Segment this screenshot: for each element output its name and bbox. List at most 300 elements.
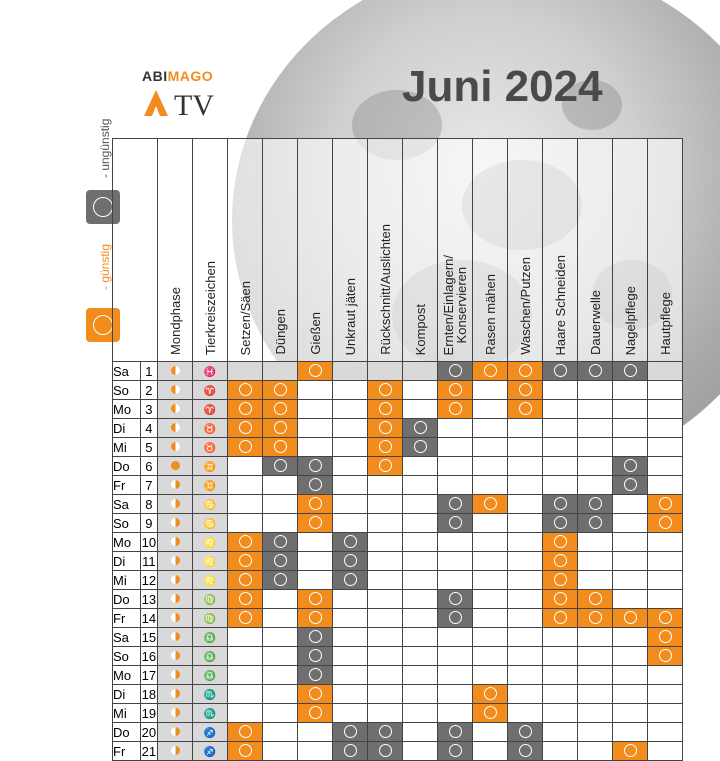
- empty-cell: [403, 533, 438, 552]
- empty-cell: [333, 628, 368, 647]
- empty-cell: [403, 628, 438, 647]
- favorable-cell: [368, 438, 403, 457]
- smiley-icon: [519, 383, 532, 396]
- smiley-icon: [554, 573, 567, 586]
- empty-cell: [578, 476, 613, 495]
- moon-phase-icon: [171, 461, 180, 470]
- unfavorable-cell: [263, 571, 298, 590]
- empty-cell: [333, 609, 368, 628]
- empty-cell: [543, 419, 578, 438]
- empty-cell: [543, 647, 578, 666]
- empty-cell: [368, 609, 403, 628]
- moon-phase-icon: [171, 594, 180, 603]
- day-number: 15: [141, 629, 157, 645]
- frown-icon: [309, 668, 322, 681]
- moon-phase-icon: [171, 518, 180, 527]
- frown-icon: [344, 554, 357, 567]
- column-header-label: Waschen/Putzen: [517, 257, 533, 355]
- empty-cell: [543, 723, 578, 742]
- smiley-icon: [449, 383, 462, 396]
- empty-cell: [578, 400, 613, 419]
- unfavorable-cell: [438, 742, 473, 761]
- day-number: 11: [142, 553, 156, 569]
- weekday: Mo: [113, 533, 141, 552]
- empty-cell: [648, 476, 683, 495]
- empty-cell: [648, 400, 683, 419]
- empty-cell: [473, 723, 508, 742]
- day-number: 5: [140, 438, 157, 457]
- frown-icon: [414, 421, 427, 434]
- moon-phase-cell: [158, 457, 193, 476]
- empty-cell: [298, 742, 333, 761]
- favorable-cell: [298, 609, 333, 628]
- frown-icon: [274, 535, 287, 548]
- empty-cell: [508, 666, 543, 685]
- zodiac-sign-icon: ♐: [203, 747, 217, 758]
- column-header: [263, 139, 298, 362]
- favorable-cell: [298, 685, 333, 704]
- header-row: [113, 139, 683, 362]
- unfavorable-cell: [508, 723, 543, 742]
- moon-phase-cell: [158, 647, 193, 666]
- column-header: [158, 139, 193, 362]
- zodiac-cell: [193, 400, 228, 419]
- column-header: [193, 139, 228, 362]
- smiley-icon: [589, 592, 602, 605]
- zodiac-cell: [193, 742, 228, 761]
- empty-cell: [473, 457, 508, 476]
- empty-cell: [543, 457, 578, 476]
- unfavorable-cell: [578, 495, 613, 514]
- favorable-cell: [613, 742, 648, 761]
- empty-cell: [508, 685, 543, 704]
- zodiac-sign-icon: ♌: [203, 557, 217, 568]
- empty-cell: [648, 552, 683, 571]
- day-number: 21: [141, 743, 157, 759]
- table-row: [113, 381, 683, 400]
- empty-cell: [368, 571, 403, 590]
- moon-phase-icon: [171, 537, 180, 546]
- empty-cell: [228, 457, 263, 476]
- empty-cell: [578, 742, 613, 761]
- zodiac-sign-icon: ♎: [203, 633, 217, 644]
- frown-icon: [379, 725, 392, 738]
- empty-cell: [228, 647, 263, 666]
- smiley-icon: [659, 516, 672, 529]
- favorable-cell: [368, 381, 403, 400]
- favorable-cell: [508, 400, 543, 419]
- empty-cell: [508, 514, 543, 533]
- frown-icon: [274, 573, 287, 586]
- favorable-cell: [263, 381, 298, 400]
- favorable-cell: [263, 438, 298, 457]
- empty-cell: [613, 571, 648, 590]
- favorable-cell: [648, 609, 683, 628]
- empty-cell: [298, 419, 333, 438]
- empty-cell: [333, 666, 368, 685]
- empty-cell: [438, 419, 473, 438]
- empty-cell: [508, 476, 543, 495]
- unfavorable-cell: [298, 666, 333, 685]
- empty-cell: [298, 400, 333, 419]
- legend-bad-label: - ungünstig: [98, 118, 112, 178]
- empty-cell: [613, 381, 648, 400]
- empty-cell: [613, 514, 648, 533]
- frown-icon: [449, 516, 462, 529]
- empty-cell: [648, 419, 683, 438]
- empty-cell: [298, 533, 333, 552]
- empty-cell: [368, 647, 403, 666]
- moon-phase-icon: [171, 727, 180, 736]
- favorable-cell: [648, 514, 683, 533]
- favorable-cell: [613, 609, 648, 628]
- column-header-label: Rasen mähen: [482, 274, 498, 355]
- zodiac-sign-icon: ♌: [203, 538, 217, 549]
- empty-cell: [263, 362, 298, 381]
- weekday: Di: [113, 685, 141, 704]
- empty-cell: [333, 590, 368, 609]
- moon-phase-icon: [171, 651, 180, 660]
- favorable-cell: [263, 419, 298, 438]
- moon-phase-cell: [158, 438, 193, 457]
- empty-cell: [543, 666, 578, 685]
- weekday: Sa: [113, 628, 141, 647]
- zodiac-cell: [193, 495, 228, 514]
- empty-cell: [473, 533, 508, 552]
- column-header: [508, 139, 543, 362]
- smiley-icon: [239, 592, 252, 605]
- weekday: So: [113, 381, 141, 400]
- column-header: [368, 139, 403, 362]
- empty-cell: [298, 381, 333, 400]
- frown-icon: [449, 497, 462, 510]
- empty-cell: [403, 457, 438, 476]
- zodiac-sign-icon: ♈: [203, 386, 217, 397]
- empty-cell: [298, 571, 333, 590]
- favorable-cell: [228, 742, 263, 761]
- smiley-icon: [484, 364, 497, 377]
- unfavorable-cell: [298, 628, 333, 647]
- weekday: Do: [113, 723, 141, 742]
- empty-cell: [333, 647, 368, 666]
- empty-cell: [263, 666, 298, 685]
- frown-icon: [624, 478, 637, 491]
- favorable-cell: [543, 590, 578, 609]
- empty-cell: [613, 723, 648, 742]
- empty-cell: [263, 742, 298, 761]
- smiley-icon: [519, 364, 532, 377]
- empty-cell: [403, 362, 438, 381]
- zodiac-cell: [193, 628, 228, 647]
- smiley-icon: [659, 611, 672, 624]
- empty-cell: [228, 514, 263, 533]
- favorable-cell: [648, 495, 683, 514]
- empty-cell: [333, 438, 368, 457]
- table-row: [113, 609, 683, 628]
- unfavorable-cell: [438, 609, 473, 628]
- frown-icon: [449, 592, 462, 605]
- empty-cell: [578, 647, 613, 666]
- frown-icon: [344, 744, 357, 757]
- favorable-cell: [473, 495, 508, 514]
- smiley-icon: [309, 706, 322, 719]
- favorable-cell: [543, 533, 578, 552]
- unfavorable-cell: [438, 495, 473, 514]
- empty-cell: [438, 476, 473, 495]
- smiley-icon: [484, 497, 497, 510]
- empty-cell: [438, 438, 473, 457]
- weekday: Di: [113, 419, 141, 438]
- smiley-icon: [449, 402, 462, 415]
- empty-cell: [508, 571, 543, 590]
- favorable-cell: [298, 362, 333, 381]
- smiley-icon: [554, 611, 567, 624]
- smiley-icon: [554, 554, 567, 567]
- zodiac-cell: [193, 685, 228, 704]
- smiley-icon: [309, 592, 322, 605]
- empty-cell: [473, 419, 508, 438]
- zodiac-sign-icon: ♊: [203, 481, 217, 492]
- column-header-label: Mondphase: [167, 287, 183, 355]
- zodiac-sign-icon: ♎: [203, 652, 217, 663]
- moon-phase-cell: [158, 685, 193, 704]
- empty-cell: [613, 590, 648, 609]
- column-header-label: Gießen: [307, 312, 323, 355]
- moon-phase-icon: [171, 746, 180, 755]
- unfavorable-cell: [578, 362, 613, 381]
- empty-cell: [508, 457, 543, 476]
- empty-cell: [543, 476, 578, 495]
- smiley-icon: [239, 725, 252, 738]
- legend-good-label: - günstig: [98, 243, 112, 290]
- table-row: [113, 723, 683, 742]
- favorable-cell: [368, 400, 403, 419]
- empty-cell: [508, 628, 543, 647]
- moon-phase-cell: [158, 381, 193, 400]
- frown-icon: [519, 725, 532, 738]
- empty-cell: [263, 609, 298, 628]
- empty-cell: [543, 742, 578, 761]
- zodiac-cell: [193, 590, 228, 609]
- favorable-cell: [648, 647, 683, 666]
- unfavorable-cell: [333, 571, 368, 590]
- smiley-icon: [484, 706, 497, 719]
- unfavorable-cell: [613, 476, 648, 495]
- favorable-cell: [438, 381, 473, 400]
- empty-cell: [473, 609, 508, 628]
- empty-cell: [368, 533, 403, 552]
- smiley-icon: [239, 611, 252, 624]
- empty-cell: [473, 647, 508, 666]
- zodiac-sign-icon: ♌: [203, 576, 217, 587]
- empty-cell: [613, 495, 648, 514]
- empty-cell: [298, 438, 333, 457]
- moon-phase-cell: [158, 628, 193, 647]
- empty-cell: [368, 685, 403, 704]
- unfavorable-cell: [438, 362, 473, 381]
- frown-icon: [449, 611, 462, 624]
- empty-cell: [508, 438, 543, 457]
- table-row: [113, 495, 683, 514]
- frown-icon: [309, 478, 322, 491]
- empty-cell: [508, 590, 543, 609]
- unfavorable-cell: [298, 457, 333, 476]
- unfavorable-cell: [543, 514, 578, 533]
- smiley-icon: [239, 554, 252, 567]
- weekday: Mi: [113, 571, 141, 590]
- moon-phase-icon: [171, 632, 180, 641]
- frown-icon: [589, 497, 602, 510]
- empty-cell: [333, 381, 368, 400]
- empty-cell: [403, 495, 438, 514]
- zodiac-sign-icon: ♋: [203, 500, 217, 511]
- smiley-icon: [309, 497, 322, 510]
- unfavorable-cell: [263, 457, 298, 476]
- empty-cell: [613, 419, 648, 438]
- unfavorable-cell: [333, 533, 368, 552]
- empty-cell: [613, 647, 648, 666]
- empty-cell: [543, 685, 578, 704]
- frown-icon: [344, 725, 357, 738]
- zodiac-cell: [193, 381, 228, 400]
- frown-icon: [344, 535, 357, 548]
- empty-cell: [473, 571, 508, 590]
- day-number: 14: [141, 610, 157, 626]
- moon-phase-icon: [171, 556, 180, 565]
- table-row: [113, 666, 683, 685]
- empty-cell: [508, 495, 543, 514]
- column-header-label: Kompost: [412, 303, 428, 355]
- empty-cell: [263, 495, 298, 514]
- smiley-icon: [379, 402, 392, 415]
- column-header-label: Unkraut jäten: [342, 277, 358, 355]
- empty-cell: [543, 381, 578, 400]
- empty-cell: [578, 685, 613, 704]
- empty-cell: [403, 685, 438, 704]
- unfavorable-cell: [333, 723, 368, 742]
- favorable-cell: [543, 571, 578, 590]
- column-header-label: Haare Schneiden: [552, 254, 568, 355]
- column-header: [403, 139, 438, 362]
- moon-phase-icon: [171, 385, 180, 394]
- favorable-cell: [228, 419, 263, 438]
- frown-icon: [344, 573, 357, 586]
- unfavorable-cell: [613, 362, 648, 381]
- column-header: [613, 139, 648, 362]
- empty-cell: [403, 381, 438, 400]
- empty-cell: [333, 685, 368, 704]
- frown-icon: [449, 364, 462, 377]
- weekday: Di: [113, 552, 141, 571]
- zodiac-cell: [193, 514, 228, 533]
- unfavorable-cell: [543, 495, 578, 514]
- favorable-cell: [543, 552, 578, 571]
- zodiac-cell: [193, 666, 228, 685]
- unfavorable-cell: [543, 362, 578, 381]
- smiley-icon: [239, 573, 252, 586]
- column-header: [228, 139, 263, 362]
- smiley-icon: [274, 383, 287, 396]
- empty-cell: [648, 590, 683, 609]
- column-header: [438, 139, 473, 362]
- empty-cell: [473, 666, 508, 685]
- empty-cell: [613, 552, 648, 571]
- empty-cell: [403, 742, 438, 761]
- empty-cell: [333, 400, 368, 419]
- favorable-cell: [298, 590, 333, 609]
- moon-phase-icon: [171, 670, 180, 679]
- empty-cell: [578, 571, 613, 590]
- unfavorable-cell: [333, 742, 368, 761]
- empty-cell: [368, 495, 403, 514]
- empty-cell: [438, 666, 473, 685]
- weekday: Mo: [113, 666, 141, 685]
- table-row: [113, 476, 683, 495]
- frown-icon: [379, 744, 392, 757]
- empty-cell: [473, 438, 508, 457]
- weekday: Mi: [113, 704, 141, 723]
- logo-tv-text: TV: [174, 89, 214, 118]
- column-header-label: Hautpflege: [657, 292, 673, 355]
- favorable-cell: [578, 590, 613, 609]
- empty-cell: [438, 685, 473, 704]
- table-row: [113, 362, 683, 381]
- empty-cell: [263, 628, 298, 647]
- empty-cell: [368, 476, 403, 495]
- weekday: Sa: [113, 362, 141, 381]
- empty-cell: [438, 457, 473, 476]
- weekday: So: [113, 647, 141, 666]
- unfavorable-cell: [438, 590, 473, 609]
- day-number: 18: [141, 686, 157, 702]
- frown-icon: [554, 497, 567, 510]
- column-header-label: Düngen: [272, 309, 288, 355]
- moon-phase-cell: [158, 533, 193, 552]
- day-number: 2: [140, 381, 157, 400]
- empty-cell: [578, 438, 613, 457]
- column-header: [543, 139, 578, 362]
- smiley-icon: [239, 402, 252, 415]
- table-row: [113, 457, 683, 476]
- frown-icon: [449, 725, 462, 738]
- empty-cell: [263, 647, 298, 666]
- empty-cell: [263, 476, 298, 495]
- smiley-icon: [379, 421, 392, 434]
- empty-cell: [648, 723, 683, 742]
- day-number: 8: [140, 495, 157, 514]
- empty-cell: [438, 628, 473, 647]
- moon-phase-icon: [171, 404, 180, 413]
- weekday: Sa: [113, 495, 141, 514]
- day-number: 7: [140, 476, 157, 495]
- frown-icon: [589, 516, 602, 529]
- zodiac-sign-icon: ♓: [203, 367, 217, 378]
- table-row: [113, 628, 683, 647]
- moon-calendar-table: [112, 138, 683, 761]
- empty-cell: [648, 381, 683, 400]
- zodiac-cell: [193, 571, 228, 590]
- zodiac-cell: [193, 647, 228, 666]
- unfavorable-cell: [508, 742, 543, 761]
- empty-cell: [228, 628, 263, 647]
- table-row: [113, 552, 683, 571]
- unfavorable-cell: [263, 552, 298, 571]
- smiley-icon: [274, 402, 287, 415]
- favorable-cell: [228, 571, 263, 590]
- empty-cell: [403, 552, 438, 571]
- empty-cell: [403, 609, 438, 628]
- empty-cell: [648, 742, 683, 761]
